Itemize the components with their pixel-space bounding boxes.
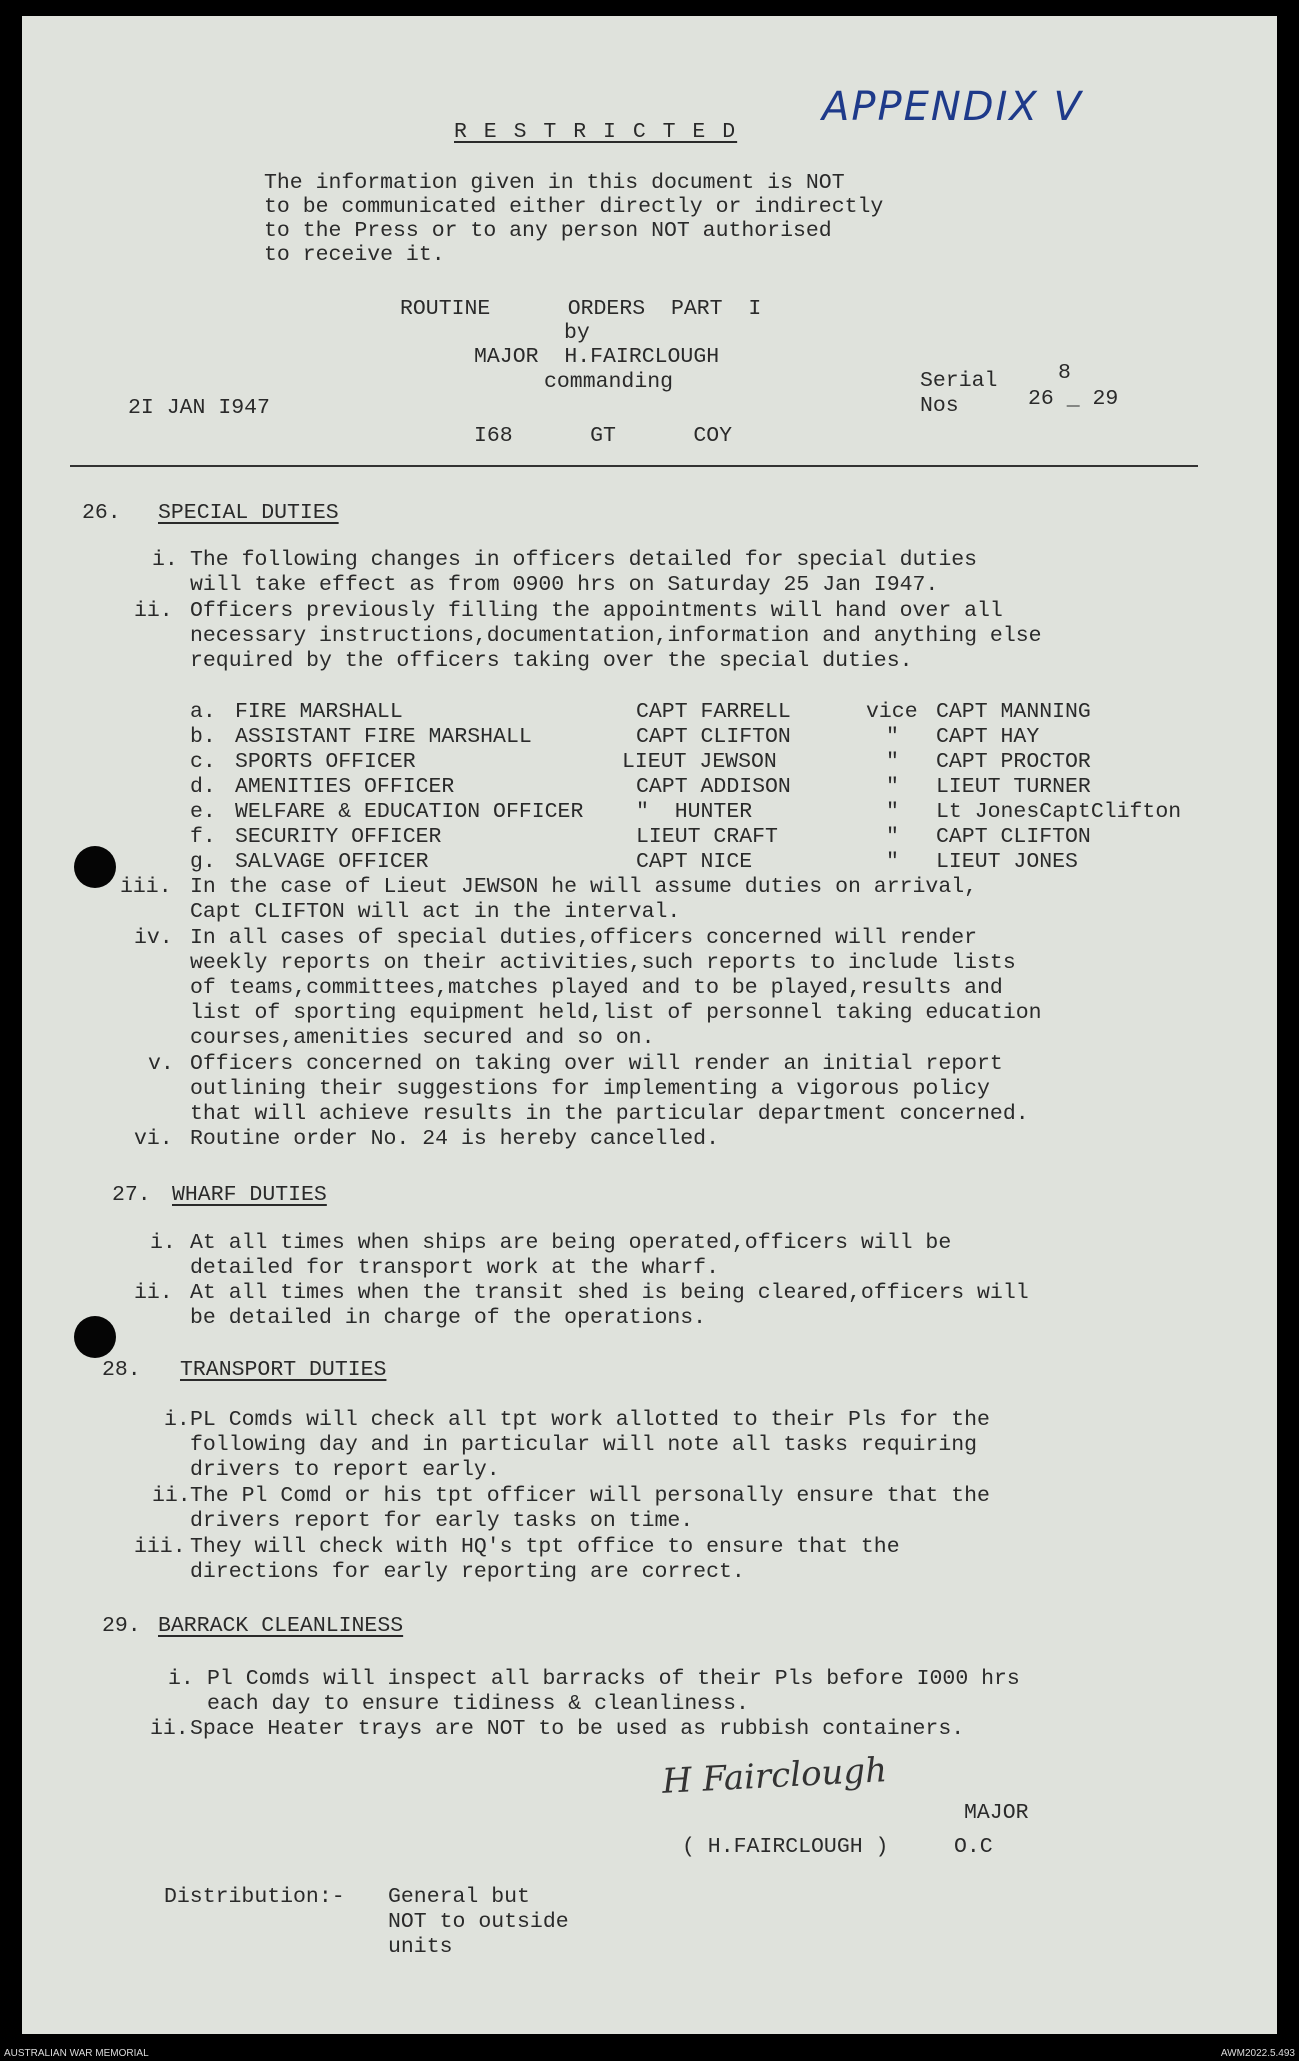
archive-reference: AWM2022.5.493 bbox=[1220, 2048, 1295, 2059]
section-number: 28. bbox=[102, 1358, 141, 1382]
section-heading: TRANSPORT DUTIES bbox=[180, 1358, 387, 1382]
section-number: 26. bbox=[82, 501, 121, 525]
section-heading: BARRACK CLEANLINESS bbox=[158, 1614, 404, 1638]
orders-unit: I68 GT COY bbox=[474, 424, 733, 448]
classification-heading: R E S T R I C T E D bbox=[454, 120, 738, 144]
orders-officer: MAJOR H.FAIRCLOUGH bbox=[474, 345, 720, 369]
archive-credit: AUSTRALIAN WAR MEMORIAL bbox=[4, 2048, 149, 2059]
signature-scrawl: H Fairclough bbox=[661, 1750, 888, 1802]
appendix-annotation: APPENDIX V bbox=[822, 84, 1083, 130]
distribution-label: Distribution:- bbox=[164, 1885, 345, 1909]
orders-date: 2I JAN I947 bbox=[128, 396, 270, 420]
section-heading: SPECIAL DUTIES bbox=[158, 501, 339, 525]
signature-name: ( H.FAIRCLOUGH ) bbox=[682, 1835, 889, 1859]
signature-role: O.C bbox=[954, 1835, 993, 1859]
section-number: 27. bbox=[112, 1183, 151, 1207]
section-number: 29. bbox=[102, 1614, 141, 1638]
orders-title: ROUTINE ORDERS PART I bbox=[400, 297, 762, 321]
nos-value: 26 _ 29 bbox=[1028, 387, 1119, 411]
header-divider bbox=[70, 465, 1198, 467]
signature-rank: MAJOR bbox=[964, 1801, 1029, 1825]
document-page: APPENDIX V R E S T R I C T E D The information given in this document is NOT to be communicated either directly or indirectly to the Press or to any person NOT authorised to receive it. ROUTINE ORDERS PART I by MAJOR H.FAIRCLOUGH commanding I68 GT COY 2I JAN I947 Serial 8 Nos 26 _ 29 26. SPECIAL DUTIES i. The following changes in officers detailed for special duties will take effect as from 0900 hrs on Saturday 25 Jan I947. ii. Officers previously filling the appointments will hand over all necessary instructions,documentation,information and anything else required by the officers taking over the special duties. a. FIRE MARSHALL CAPT FARRELL vice CAPT MANNING b. ASSISTANT FIRE MARSHALL CAPT CLIFTON " CAPT HAY c. SPORTS OFFICER LIEUT JEWSON " CAPT PROCTOR d. AMENITIES OFFICER CAPT ADDISON " LIEUT TURNER e. WELFARE & EDUCATION OFFICER " HUNTER " Lt JonesCaptClifton f. SECURITY OFFICER LIEUT CRAFT " CAPT CLIFTON g. SALVAGE OFFICER CAPT NICE " LIEUT JONES iii. In the case of Lieut JEWSON he will assume duties on arrival, Capt CLIFTON will act in the interval. iv. In all cases of special duties,officers concerned will render weekly reports on their activities,such reports to include lists of teams,committees,matches played and to be played,results and list of sporting equipment held,list of personnel taking education courses,amenities secured and so on. v. Officers concerned on taking over will render an initial report outlining their suggestions for implementing a vigorous policy that will achieve results in the particular department concerned. vi. Routine order No. 24 is hereby cancelled. 27. WHARF DUTIES i. At all times when ships are being operated,officers will be detailed for transport work at the wharf. ii. At all times when the transit shed is being cleared,officers will be detailed in charge of the operations. 28. TRANSPORT DUTIES i. PL Comds will check all tpt work allotted to their Pls for the following day and in particular will note all tasks requiring drivers to report early. ii. The Pl Comd or his tpt officer will personally ensure that the drivers report for early tasks on time. iii. They will check with HQ's tpt office to ensure that the directions for early reporting are correct. 29. BARRACK CLEANLINESS i. Pl Comds will inspect all barracks of their Pls before I000 hrs each day to ensure tidiness & cleanliness. ii. Space Heater trays are NOT to be used as rubbish containers. H Fairclough MAJOR ( H.FAIRCLOUGH ) O.C Distribution:- General but NOT to outside units bbox=[22, 16, 1277, 2034]
serial-label: Serial bbox=[920, 369, 998, 393]
nos-label: Nos bbox=[920, 394, 959, 418]
punch-hole bbox=[74, 1316, 116, 1358]
orders-commanding: commanding bbox=[544, 370, 674, 394]
section-heading: WHARF DUTIES bbox=[172, 1183, 327, 1207]
serial-value: 8 bbox=[1058, 361, 1071, 385]
orders-by: by bbox=[564, 321, 590, 345]
punch-hole bbox=[74, 846, 116, 888]
